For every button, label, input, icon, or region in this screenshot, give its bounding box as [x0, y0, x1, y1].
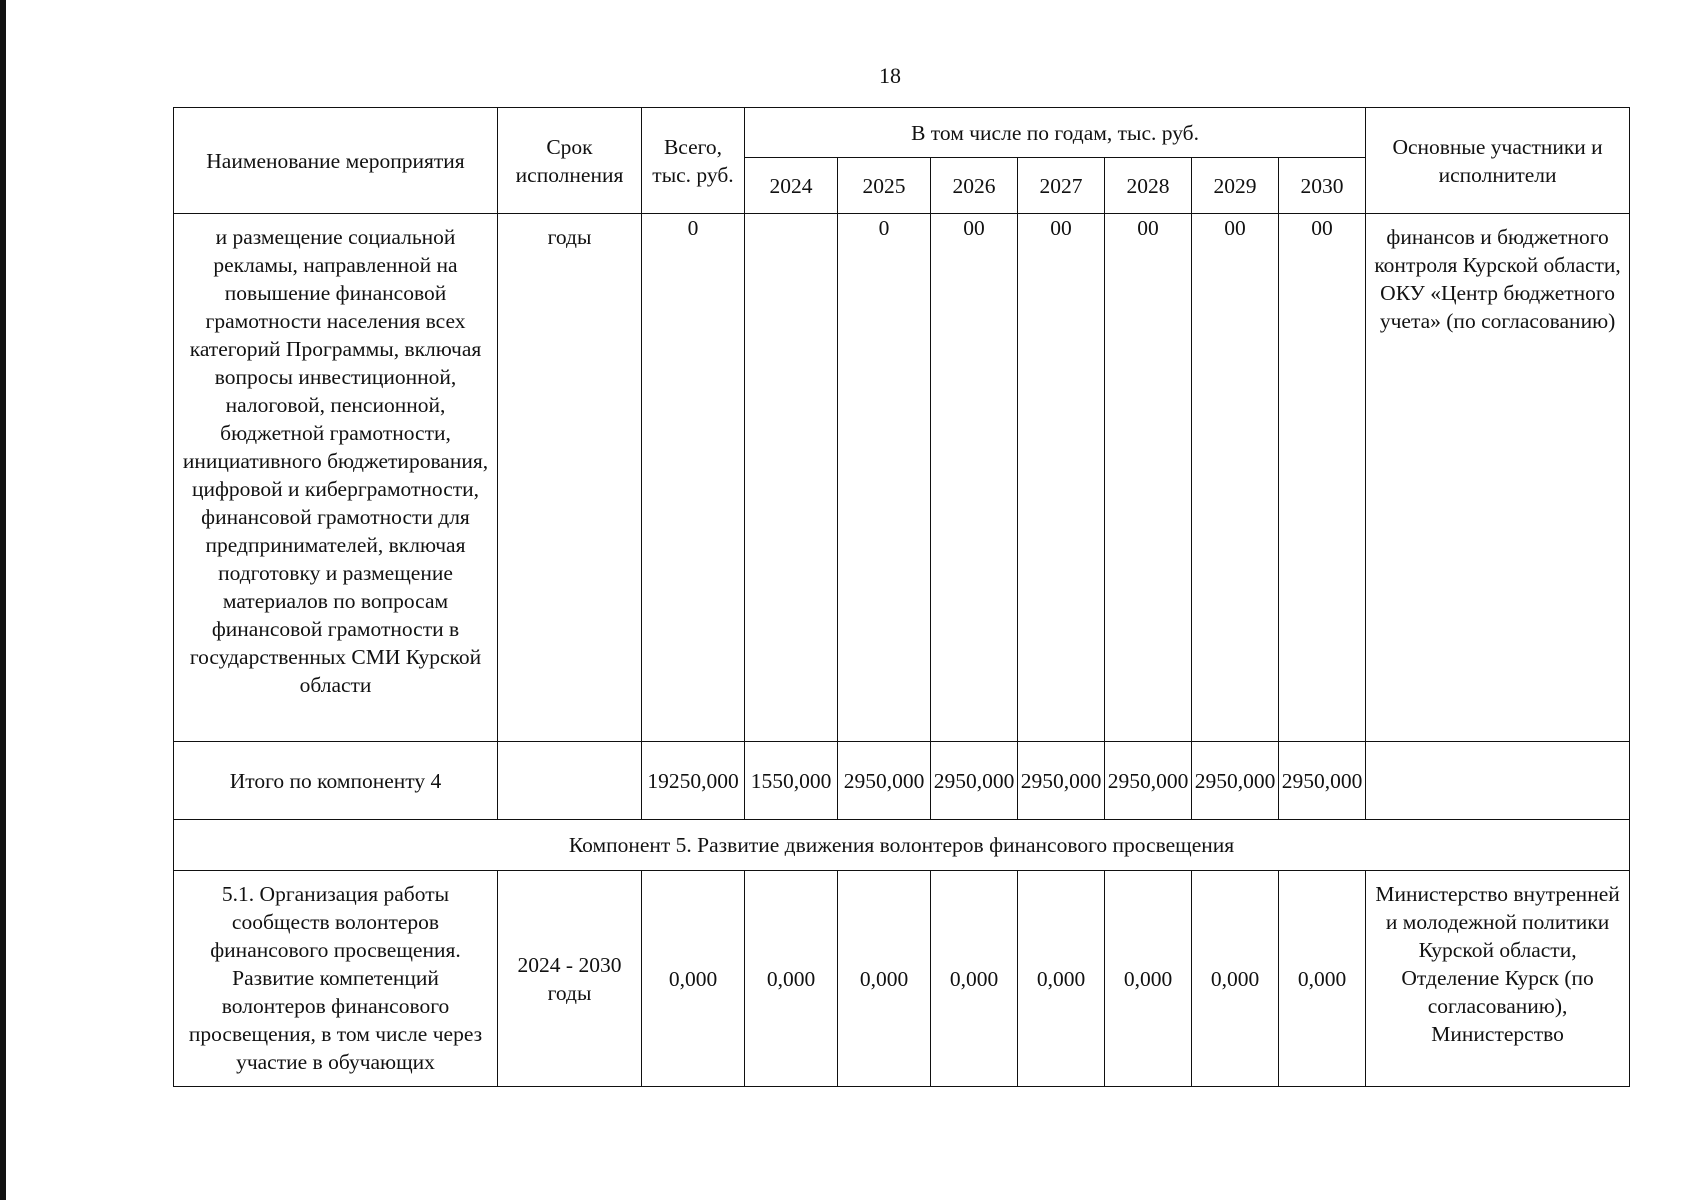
header-name: Наименование мероприятия: [174, 108, 498, 214]
total-year: 2950,000: [1018, 742, 1105, 820]
component-5-row: [174, 820, 1630, 871]
table-header-row-1: [174, 108, 1630, 158]
row-5-1-year: 0,000: [931, 871, 1018, 1087]
row-5-1-year: 0,000: [1192, 871, 1279, 1087]
row-5-1-participants: Министерство внутренней и молодежной политики Курской области, Отделение Курск (по согласованию), Министерство: [1366, 871, 1630, 1087]
row-5-1-year: 0,000: [1018, 871, 1105, 1087]
row-continuation-year: 00: [1018, 214, 1105, 742]
table-row: [174, 214, 1630, 742]
row-continuation-year: 00: [1279, 214, 1366, 742]
row-continuation-year: [745, 214, 838, 742]
table-row-total: [174, 742, 1630, 820]
row-5-1-year: 0,000: [1279, 871, 1366, 1087]
row-5-1-year: 0,000: [838, 871, 931, 1087]
budget-table: [173, 107, 1630, 1087]
header-year: 2028: [1105, 158, 1192, 214]
row-5-1-year: 0,000: [1105, 871, 1192, 1087]
row-5-1-name: 5.1. Организация работы сообществ волонтеров финансового просвещения. Развитие компетенций волонтеров финансового просвещения, в том числе через участие в обучающих: [174, 871, 498, 1087]
table-row-5-1: [174, 871, 1630, 1087]
total-year: 1550,000: [745, 742, 838, 820]
total-term: [498, 742, 642, 820]
header-year: 2025: [838, 158, 931, 214]
header-year: 2027: [1018, 158, 1105, 214]
total-year: 2950,000: [1192, 742, 1279, 820]
total-year: 2950,000: [931, 742, 1018, 820]
total-label: Итого по компоненту 4: [174, 742, 498, 820]
header-years-group: В том числе по годам, тыс. руб.: [745, 108, 1366, 158]
row-continuation-total: 0: [642, 214, 745, 742]
row-5-1-year: 0,000: [745, 871, 838, 1087]
row-continuation-year: 00: [1105, 214, 1192, 742]
row-continuation-year: 00: [1192, 214, 1279, 742]
row-5-1-term: 2024 - 2030 годы: [498, 871, 642, 1087]
header-term: Срок исполнения: [498, 108, 642, 214]
row-continuation-name: и размещение социальной рекламы, направленной на повышение финансовой грамотности населения всех категорий Программы, включая вопросы инвестиционной, налоговой, пенсионной, бюджетной грамотности, инициативного бюджетирования, цифровой и киберграмотности, финансовой грамотности для предпринимателей, включая подготовку и размещение материалов по вопросам финансовой грамотности в государственных СМИ Курской области: [174, 214, 498, 742]
total-year: 2950,000: [838, 742, 931, 820]
total-year: 2950,000: [1105, 742, 1192, 820]
row-5-1-total: 0,000: [642, 871, 745, 1087]
header-year: 2024: [745, 158, 838, 214]
row-continuation-participants: финансов и бюджетного контроля Курской области, ОКУ «Центр бюджетного учета» (по согласованию): [1366, 214, 1630, 742]
total-sum: 19250,000: [642, 742, 745, 820]
page-number: 18: [879, 63, 901, 88]
row-continuation-year: 0: [838, 214, 931, 742]
scan-edge-bar: [0, 0, 6, 1200]
header-total: Всего, тыс. руб.: [642, 108, 745, 214]
header-year: 2030: [1279, 158, 1366, 214]
total-year: 2950,000: [1279, 742, 1366, 820]
header-year: 2026: [931, 158, 1018, 214]
row-continuation-term: годы: [498, 214, 642, 742]
total-participants: [1366, 742, 1630, 820]
row-continuation-year: 00: [931, 214, 1018, 742]
header-participants: Основные участники и исполнители: [1366, 108, 1630, 214]
header-year: 2029: [1192, 158, 1279, 214]
component-5-title: Компонент 5. Развитие движения волонтеров финансового просвещения: [174, 820, 1630, 871]
